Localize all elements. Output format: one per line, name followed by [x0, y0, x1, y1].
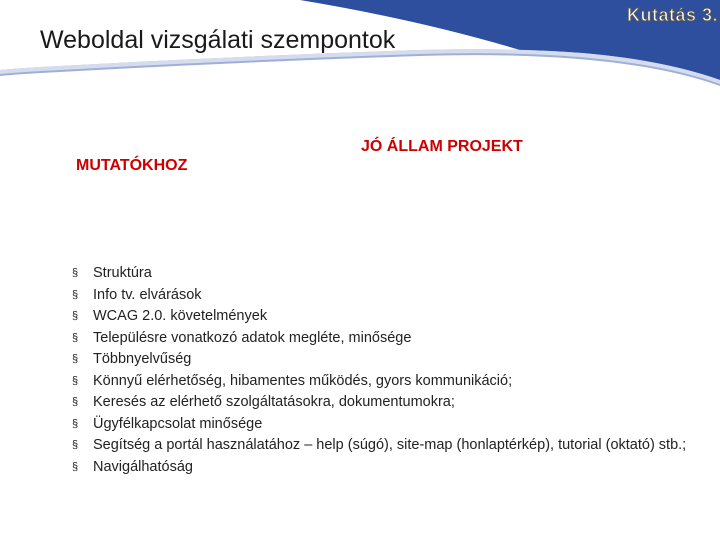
- list-item: [72, 371, 692, 393]
- list-item: [72, 392, 692, 414]
- list-item-text: Info tv. elvárások: [93, 286, 202, 303]
- list-item-text: Ügyfélkapcsolat minősége: [93, 415, 263, 432]
- list-item-text: WCAG 2.0. követelmények: [93, 308, 268, 324]
- list-item: [72, 349, 692, 371]
- slide-title: Weboldal vizsgálati szempontok: [40, 26, 396, 54]
- bullet-marker: §: [72, 374, 79, 387]
- bullet-marker: §: [72, 439, 79, 451]
- list-item: [72, 285, 692, 307]
- list-item-text: Struktúra: [93, 265, 152, 281]
- list-item-text: Többnyelvűség: [93, 351, 192, 367]
- subtitle-mutatokhoz: MUTATÓKHOZ: [76, 157, 188, 174]
- list-item: [72, 328, 692, 350]
- bullet-marker: §: [72, 396, 79, 408]
- list-item: [72, 435, 692, 457]
- list-item-text: Navigálhatóság: [93, 458, 193, 475]
- bullet-marker: §: [72, 331, 79, 344]
- list-item: [72, 306, 692, 328]
- bullet-marker: §: [72, 417, 79, 430]
- list-item-text: Keresés az elérhető szolgáltatásokra, dokumentumokra;: [93, 394, 455, 410]
- bullet-marker: §: [72, 288, 79, 301]
- list-item-text: Településre vonatkozó adatok megléte, minősége: [93, 329, 412, 346]
- bullet-marker: §: [72, 353, 79, 365]
- list-item-text: Könnyű elérhetőség, hibamentes működés, gyors kommunikáció;: [93, 372, 513, 389]
- bullet-marker: §: [72, 460, 79, 473]
- subtitle-jo-allam-projekt: JÓ ÁLLAM PROJEKT: [361, 138, 523, 155]
- list-item: [72, 263, 692, 285]
- list-item-text: Segítség a portál használatához – help (súgó), site-map (honlaptérkép), tutorial (oktató) stb.;: [93, 437, 687, 453]
- list-item: [72, 457, 692, 479]
- bullet-marker: §: [72, 310, 79, 322]
- bullet-marker: §: [72, 267, 79, 279]
- section-badge: Kutatás 3.: [626, 5, 718, 25]
- list-item: [72, 414, 692, 436]
- criteria-list: [72, 263, 692, 478]
